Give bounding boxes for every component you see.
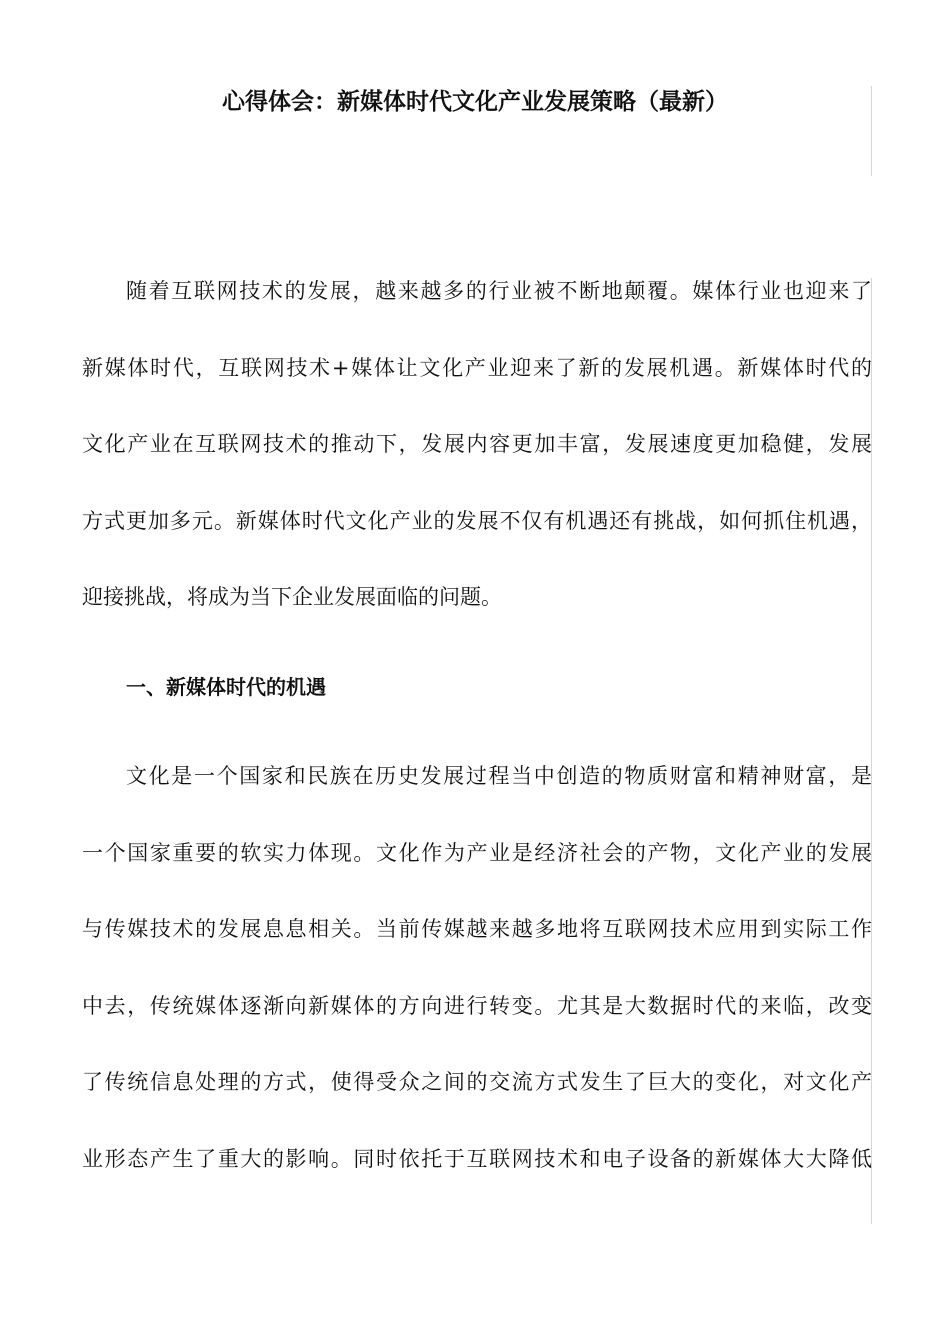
paragraph-line: 了传统信息处理的方式，使得受众之间的交流方式发生了巨大的变化，对文化产 bbox=[82, 1070, 872, 1094]
section-heading: 一、新媒体时代的机遇 bbox=[126, 675, 326, 699]
paragraph-line: 业形态产生了重大的影响。同时依托于互联网技术和电子设备的新媒体大大降低 bbox=[82, 1146, 872, 1171]
paragraph-line: 迎接挑战，将成为当下企业发展面临的问题。 bbox=[82, 585, 502, 609]
paragraph-line: 随着互联网技术的发展，越来越多的行业被不断地颠覆。媒体行业也迎来了 bbox=[126, 279, 872, 303]
paragraph-line: 方式更加多元。新媒体时代文化产业的发展不仅有机遇还有挑战，如何抓住机遇， bbox=[82, 508, 872, 533]
paragraph-line: 一个国家重要的软实力体现。文化作为产业是经济社会的产物，文化产业的发展 bbox=[82, 840, 872, 865]
paragraph-line: 中去，传统媒体逐渐向新媒体的方向进行转变。尤其是大数据时代的来临，改变 bbox=[82, 993, 872, 1018]
paragraph-section1 bbox=[82, 738, 872, 1197]
paragraph-line: 文化产业在互联网技术的推动下，发展内容更加丰富，发展速度更加稳健，发展 bbox=[82, 432, 872, 456]
paragraph-line: 文化是一个国家和民族在历史发展过程当中创造的物质财富和精神财富，是 bbox=[126, 764, 872, 788]
paragraph-intro bbox=[82, 253, 872, 636]
document-title: 心得体会：新媒体时代文化产业发展策略（最新） bbox=[222, 89, 728, 115]
paragraph-line: 与传媒技术的发展息息相关。当前传媒越来越多地将互联网技术应用到实际工作 bbox=[82, 917, 872, 941]
paragraph-line: 新媒体时代，互联网技术+媒体让文化产业迎来了新的发展机遇。新媒体时代的 bbox=[82, 355, 872, 380]
